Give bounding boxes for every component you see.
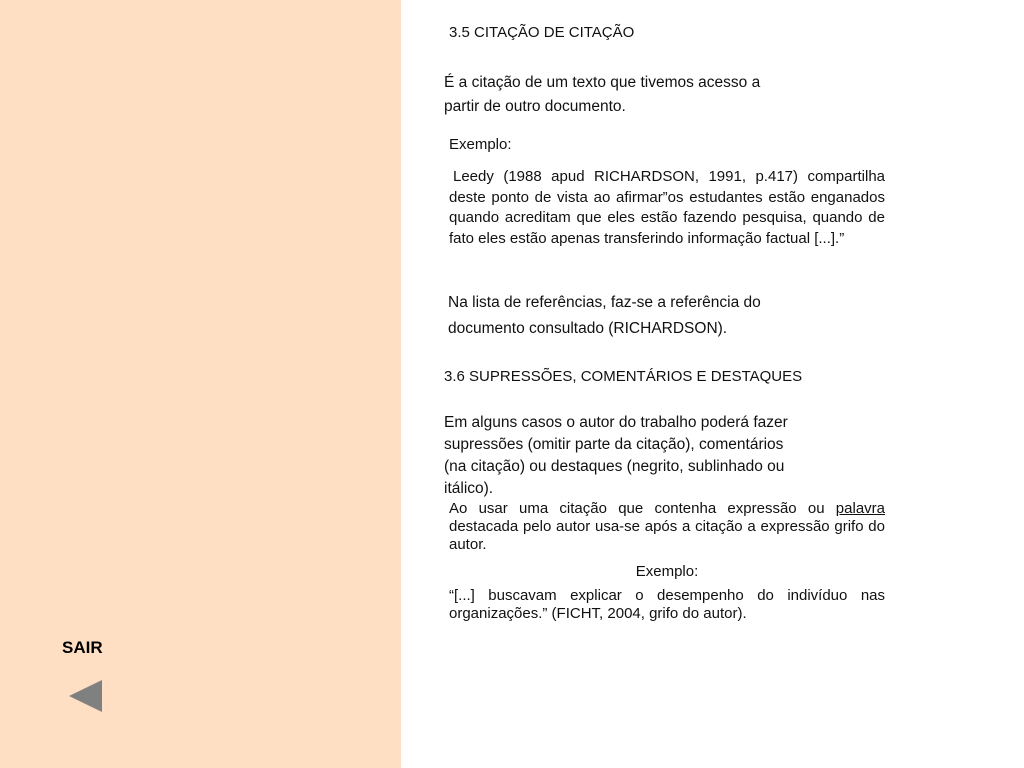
sidebar [0,0,401,768]
grifo-text-before: Ao usar uma citação que contenha expressão ou [449,500,836,517]
exit-button[interactable]: SAIR [62,638,103,657]
grifo-underlined-word: palavra [835,500,885,517]
example-label-1: Exemplo: [449,136,512,153]
reference-line-2: documento consultado (RICHARDSON). [448,320,728,337]
section-title-3-5: 3.5 CITAÇÃO DE CITAÇÃO [449,24,635,41]
grifo-paragraph [449,500,885,554]
grifo-text-after: destacada pelo autor usa-se após a citação a expressão grifo do autor. [449,518,885,553]
section-title-3-6: 3.6 SUPRESSÕES, COMENTÁRIOS E DESTAQUES [444,368,803,385]
intro-line-2: partir de outro documento. [444,98,626,115]
s36-line-3: (na citação) ou destaques (negrito, sublinhado ou [444,458,785,475]
s36-line-1: Em alguns casos o autor do trabalho poderá fazer [444,414,788,431]
s36-line-2: supressões (omitir parte da citação), comentários [444,436,784,453]
s36-line-4: itálico). [444,480,494,497]
example-label-2: Exemplo: [635,563,699,580]
reference-line-1: Na lista de referências, faz-se a referência do [448,294,761,311]
triangle-left-icon[interactable] [69,680,103,712]
quote-paragraph-2: “[...] buscavam explicar o desempenho do indivíduo nas organizações.” (FICHT, 2004, grifo do autor). [449,587,885,622]
quote-paragraph-1: Leedy (1988 apud RICHARDSON, 1991, p.417) compartilha deste ponto de vista ao afirmar”os estudantes estão enganados quando acreditam que eles estão fazendo pesquisa, quando de fato eles estão apenas transferindo informação factual [...].” [449,168,885,247]
intro-line-1: É a citação de um texto que tivemos acesso a [444,74,761,91]
